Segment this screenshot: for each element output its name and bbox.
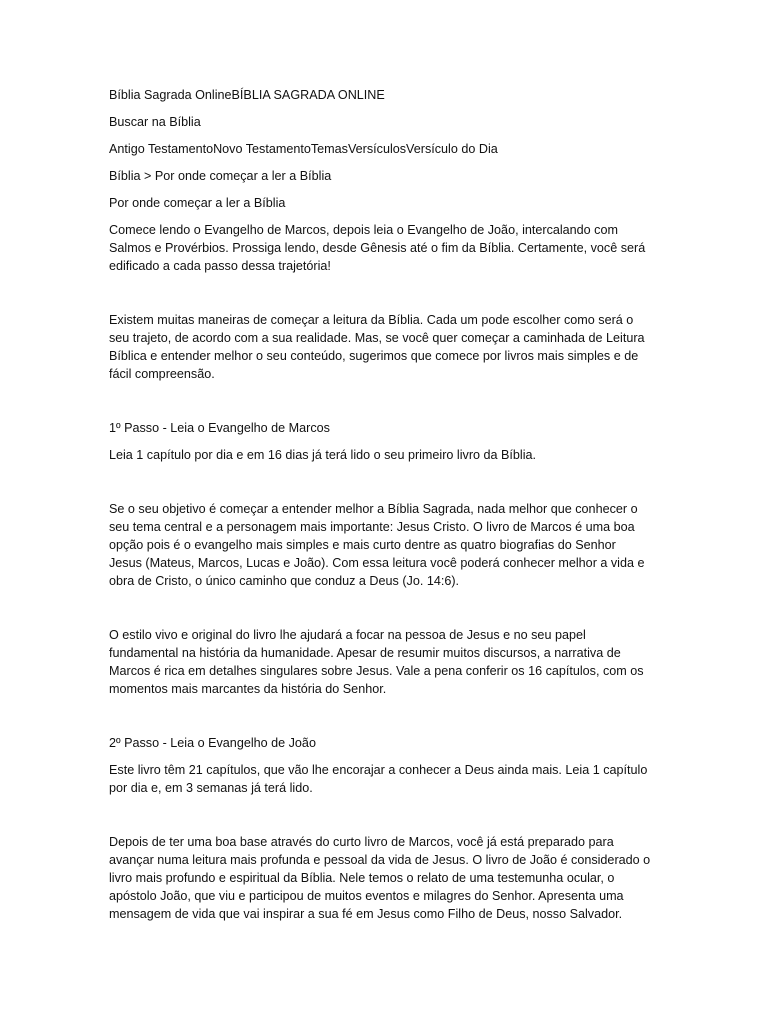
step2-heading: 2º Passo - Leia o Evangelho de João xyxy=(109,736,316,750)
text-line: edificado a cada passo dessa trajetória! xyxy=(109,259,331,273)
text-line: livro mais profundo e espiritual da Bíblia. Nele temos o relato de uma testemunha ocular, o xyxy=(109,871,615,885)
search-link[interactable]: Buscar na Bíblia xyxy=(109,115,201,129)
text-line: avançar numa leitura mais profunda e pessoal da vida de Jesus. O livro de João é considerado o xyxy=(109,853,651,867)
text-line: momentos mais marcantes da história do Senhor. xyxy=(109,682,387,696)
text-line: Se o seu objetivo é começar a entender melhor a Bíblia Sagrada, nada melhor que conhecer o xyxy=(109,502,638,516)
text-line: obra de Cristo, o único caminho que conduz a Deus (Jo. 14:6). xyxy=(109,574,460,588)
step1-paragraph-2 xyxy=(109,626,661,698)
text-line: apóstolo João, que viu e participou de muitos eventos e milagres do Senhor. Apresenta uma xyxy=(109,889,624,903)
text-line: por dia e, em 3 semanas já terá lido. xyxy=(109,781,313,795)
text-line: Bíblica e entender melhor o seu conteúdo, sugerimos que comece por livros mais simples e de xyxy=(109,349,639,363)
text-line: mensagem de vida que vai inspirar a sua fé em Jesus como Filho de Deus, nosso Salvador. xyxy=(109,907,623,921)
text-line: seu trajeto, de acordo com a sua realidade. Mas, se você quer começar a caminhada de Leitura xyxy=(109,331,645,345)
document-page xyxy=(109,86,661,923)
text-line: Depois de ter uma boa base através do curto livro de Marcos, você já está preparado para xyxy=(109,835,614,849)
text-line: Jesus (Mateus, Marcos, Lucas e João). Com essa leitura você poderá conhecer melhor a vida e xyxy=(109,556,645,570)
text-line: Este livro têm 21 capítulos, que vão lhe encorajar a conhecer a Deus ainda mais. Leia 1 capítulo xyxy=(109,763,648,777)
paragraph-ways-to-start xyxy=(109,311,661,383)
step2-summary xyxy=(109,761,661,797)
step1-summary: Leia 1 capítulo por dia e em 16 dias já terá lido o seu primeiro livro da Bíblia. xyxy=(109,448,537,462)
site-title[interactable]: Bíblia Sagrada OnlineBÍBLIA SAGRADA ONLINE xyxy=(109,88,385,102)
breadcrumb[interactable]: Bíblia > Por onde começar a ler a Bíblia xyxy=(109,169,332,183)
text-line: fundamental na história da humanidade. Apesar de resumir muitos discursos, a narrativa de xyxy=(109,646,621,660)
main-navigation[interactable]: Antigo TestamentoNovo TestamentoTemasVersículosVersículo do Dia xyxy=(109,142,498,156)
step1-heading: 1º Passo - Leia o Evangelho de Marcos xyxy=(109,421,330,435)
text-line: opção pois é o evangelho mais simples e mais curto dentre as quatro biografias do Senhor xyxy=(109,538,616,552)
text-line: Marcos é rica em detalhes singulares sobre Jesus. Vale a pena conferir os 16 capítulos, com os xyxy=(109,664,644,678)
text-line: fácil compreensão. xyxy=(109,367,215,381)
text-line: O estilo vivo e original do livro lhe ajudará a focar na pessoa de Jesus e no seu papel xyxy=(109,628,586,642)
text-line: Salmos e Provérbios. Prossiga lendo, desde Gênesis até o fim da Bíblia. Certamente, você será xyxy=(109,241,646,255)
step1-paragraph-1 xyxy=(109,500,661,590)
text-line: Existem muitas maneiras de começar a leitura da Bíblia. Cada um pode escolher como será o xyxy=(109,313,634,327)
page-title: Por onde começar a ler a Bíblia xyxy=(109,196,286,210)
step2-paragraph-1 xyxy=(109,833,661,923)
text-line: seu tema central e a personagem mais importante: Jesus Cristo. O livro de Marcos é uma boa xyxy=(109,520,635,534)
text-line: Comece lendo o Evangelho de Marcos, depois leia o Evangelho de João, intercalando com xyxy=(109,223,618,237)
intro-paragraph xyxy=(109,221,661,275)
